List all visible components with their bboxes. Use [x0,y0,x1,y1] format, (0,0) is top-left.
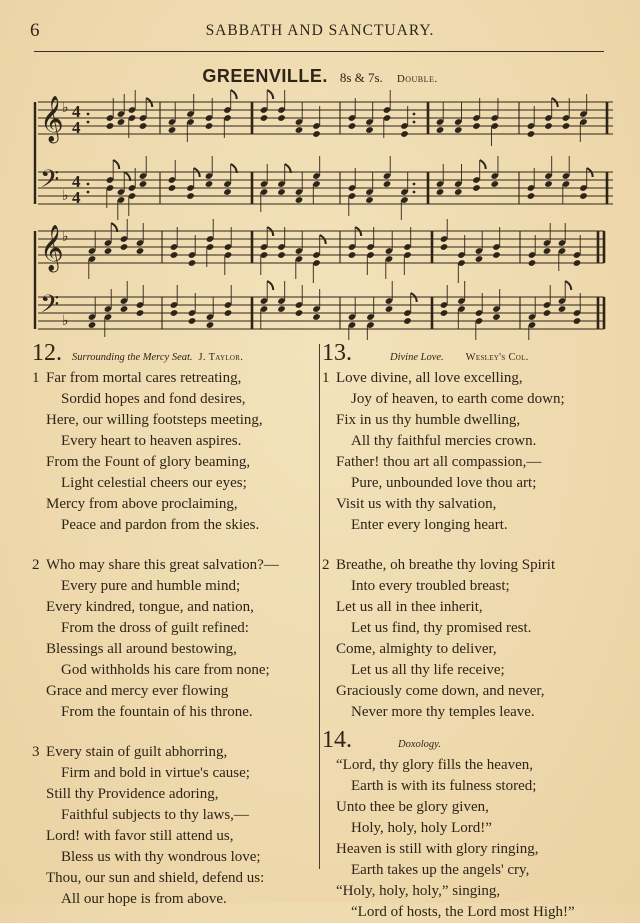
note-head [188,317,197,325]
verse-line [32,389,318,410]
flat-icon: ♭ [62,313,69,329]
note-head [205,122,214,130]
stanza-gap [32,723,318,742]
note-head [492,251,501,259]
verse-text: “Lord of hosts, the Lord most High!” [351,904,575,920]
verse-text: Come, almighty to deliver, [336,641,497,657]
verse-line [322,618,618,639]
verse-text: Bless us with thy wondrous love; [61,849,261,865]
verse-text: Every kindred, tongue, and nation, [46,599,254,615]
verse-text: Thou, our sun and shield, defend us: [46,870,265,886]
tune-name: GREENVILLE. [202,66,328,86]
note-head [472,122,481,130]
note-head [168,126,177,134]
note-head [277,114,286,122]
verse-line [322,494,618,515]
note-flag [552,98,558,107]
stanza-gap [322,536,618,555]
hymn-12 [32,340,318,910]
time-signature: 4 [72,102,81,121]
verse-line [32,742,318,763]
hymn-heading [322,340,618,368]
note-head [277,188,286,196]
note-head [205,180,214,188]
note-head [120,243,129,251]
note-head [544,122,553,130]
verse-text: Still thy Providence adoring, [46,786,219,802]
note-head [120,305,129,313]
verse-line [322,410,618,431]
verse-line [322,473,618,494]
note-head [472,184,481,192]
hymn-column-right [322,340,618,923]
stanza [32,368,318,536]
note-head [454,188,463,196]
verse-line [32,410,318,431]
time-signature: 4 [72,118,81,137]
tune-meter: 8s & 7s. [339,70,383,85]
stanza-number: 1 [32,370,40,386]
verse-line [322,452,618,473]
verse-line [32,847,318,868]
verse-text: Every heart to heaven aspires. [61,433,242,449]
verse-text: Here, our willing footsteps meeting, [46,412,263,428]
verse-line [32,473,318,494]
verse-line [32,515,318,536]
note-head [454,126,463,134]
flat-icon: ♭ [62,188,69,204]
note-flag [194,168,200,177]
note-head [186,192,195,200]
note-head [348,122,357,130]
note-head [573,259,582,267]
note-flag [411,293,417,302]
stanza-number: 3 [32,744,40,760]
note-head [136,309,145,317]
note-head [573,317,582,325]
note-head [579,192,588,200]
verse-text: Far from mortal cares retreating, [46,370,242,386]
hymn-13 [322,340,618,723]
verse-text: From the dross of guilt refined: [61,620,249,636]
verse-line [322,902,618,923]
music-system [35,90,613,220]
hymn-heading [322,727,618,755]
hymn-stanzas [32,368,318,910]
note-head [117,118,126,126]
note-flag [146,98,152,107]
verse-line [32,763,318,784]
verse-line [32,576,318,597]
note-flag [480,160,486,169]
note-flag [355,227,361,236]
note-head [295,309,304,317]
note-head [383,180,392,188]
verse-line [32,618,318,639]
verse-text: Peace and pardon from the skies. [61,517,260,533]
note-head [139,122,148,130]
bass-clef-icon: 𝄢 [40,165,60,200]
hymn-stanzas [322,755,618,923]
note-head [562,122,571,130]
music-score [0,80,640,340]
header-rule [34,51,604,52]
verse-line [322,368,618,389]
note-head [295,126,304,134]
hymn-title: Surrounding the Mercy Seat. [72,352,193,363]
hymn-author: Wesley's Col. [465,352,529,363]
music-system [35,219,604,340]
note-head [440,309,449,317]
note-head [436,126,445,134]
note-head [403,317,412,325]
verse-line [32,368,318,389]
verse-text: Breathe, oh breathe thy loving Spirit [336,557,556,573]
verse-line [32,494,318,515]
note-head [312,313,321,321]
note-head [492,313,501,321]
verse-line [322,860,618,881]
flat-icon: ♭ [62,100,69,116]
note-head [365,196,374,204]
note-head [188,259,197,267]
verse-text: Let us all in thee inherit, [336,599,483,615]
stanza-number: 2 [32,557,40,573]
note-head [223,188,232,196]
verse-text: Every pure and humble mind; [61,578,241,594]
note-head [436,188,445,196]
verse-text: Unto thee be glory given, [336,799,489,815]
verse-text: Mercy from above proclaiming, [46,496,238,512]
verse-text: From the Fount of glory beaming, [46,454,251,470]
verse-text: “Lord, thy glory fills the heaven, [336,757,534,773]
verse-line [32,452,318,473]
verse-text: Firm and bold in virtue's cause; [61,765,250,781]
note-flag [231,90,237,99]
verse-line [322,776,618,797]
note-head [544,180,553,188]
hymn-number: 14. [322,727,352,753]
verse-text: Blessings all around bestowing, [46,641,237,657]
verse-line [32,660,318,681]
verse-text: “Holy, holy, holy,” singing, [336,883,501,899]
stanza [32,742,318,910]
verse-line [32,555,318,576]
verse-text: From the fountain of his throne. [61,704,253,720]
note-flag [113,160,119,169]
note-head [527,130,536,138]
verse-line [322,818,618,839]
hymn-author: J. Taylor. [198,352,244,363]
verse-line [322,597,618,618]
time-signature: 4 [72,172,81,191]
note-flag [267,227,273,236]
verse-text: Visit us with thy salvation, [336,496,497,512]
stanza [32,555,318,723]
note-head [558,305,567,313]
hymn-title: Doxology. [398,739,441,750]
note-head [400,130,409,138]
note-head [170,251,179,259]
verse-text: God withholds his care from none; [61,662,270,678]
verse-line [32,889,318,910]
verse-line [322,555,618,576]
verse-text: Pure, unbounded love thou art; [351,475,537,491]
verse-line [32,702,318,723]
verse-text: Lord! with favor still attend us, [46,828,234,844]
verse-text: Who may share this great salvation?— [46,557,279,573]
verse-text: All our hope is from above. [61,891,227,907]
verse-text: Every stain of guilt abhorring, [46,744,228,760]
stanza-number: 2 [322,557,330,573]
verse-line [322,389,618,410]
note-head [277,251,286,259]
page-number: 6 [30,20,40,41]
note-head [295,196,304,204]
verse-text: Enter every longing heart. [351,517,508,533]
note-flag [565,281,571,290]
verse-line [322,839,618,860]
verse-line [322,576,618,597]
verse-text: Sordid hopes and fond desires, [61,391,246,407]
note-head [543,247,552,255]
verse-line [322,515,618,536]
verse-line [322,639,618,660]
note-flag [320,235,326,244]
note-head [527,192,536,200]
verse-line [322,702,618,723]
verse-line [32,639,318,660]
hymn-stanzas [322,368,618,723]
time-signature: 4 [72,188,81,207]
verse-text: Light celestial cheers our eyes; [61,475,247,491]
verse-line [322,881,618,902]
tune-type: Double. [396,73,438,85]
verse-text: All thy faithful mercies crown. [351,433,537,449]
note-head [277,305,286,313]
flat-icon: ♭ [62,229,69,245]
note-head [170,309,179,317]
hymn-number: 12. [32,340,62,366]
verse-text: Never more thy temples leave. [351,704,535,720]
verse-text: Earth takes up the angels' cry, [351,862,530,878]
verse-line [32,431,318,452]
verse-text: Let us find, thy promised rest. [351,620,532,636]
hymn-14 [322,727,618,923]
note-head [312,130,321,138]
verse-text: Into every troubled breast; [351,578,510,594]
verse-text: Graciously come down, and never, [336,683,545,699]
note-flag [587,168,593,177]
note-head [139,180,148,188]
verse-line [32,826,318,847]
verse-line [32,597,318,618]
stanza [322,555,618,723]
bass-clef-icon: 𝄢 [40,290,60,325]
verse-line [322,797,618,818]
hymn-heading [32,340,318,368]
note-head [260,114,269,122]
note-flag [267,90,273,99]
note-head [365,126,374,134]
stanza [322,755,618,923]
verse-line [322,755,618,776]
verse-text: Grace and mercy ever flowing [46,683,229,699]
verse-text: Let us all thy life receive; [351,662,505,678]
stanza [322,368,618,536]
verse-line [32,868,318,889]
verse-line [322,681,618,702]
running-head: SABBATH AND SANCTUARY. [205,22,435,39]
note-head [348,251,357,259]
verse-text: Faithful subjects to thy laws,— [61,807,249,823]
note-flag [267,281,273,290]
treble-clef-icon: 𝄞 [40,225,64,271]
note-head [475,255,484,263]
treble-clef-icon: 𝄞 [40,96,64,142]
verse-text: Earth is with its fulness stored; [351,778,537,794]
note-head [224,309,233,317]
verse-text: Fix in us thy humble dwelling, [336,412,521,428]
verse-text: Father! thou art all compassion,— [336,454,542,470]
hymn-column-left [32,340,318,910]
verse-line [32,681,318,702]
note-head [440,243,449,251]
note-head [106,122,115,130]
note-head [528,259,537,267]
note-head [88,321,97,329]
verse-line [322,431,618,452]
verse-line [322,660,618,681]
verse-text: Heaven is still with glory ringing, [336,841,539,857]
note-head [206,321,215,329]
note-head [168,184,177,192]
note-head [385,305,394,313]
verse-line [32,805,318,826]
note-head [490,180,499,188]
verse-line [32,784,318,805]
hymn-title: Divine Love. [390,352,444,363]
verse-text: Joy of heaven, to earth come down; [351,391,565,407]
note-head [543,309,552,317]
verse-text: Love divine, all love excelling, [336,370,523,386]
note-head [136,247,145,255]
column-divider [319,344,320,869]
stanza-number: 1 [322,370,330,386]
hymn-number: 13. [322,340,352,366]
verse-text: Holy, holy, holy Lord!” [351,820,492,836]
stanza-gap [32,536,318,555]
note-head [104,247,113,255]
